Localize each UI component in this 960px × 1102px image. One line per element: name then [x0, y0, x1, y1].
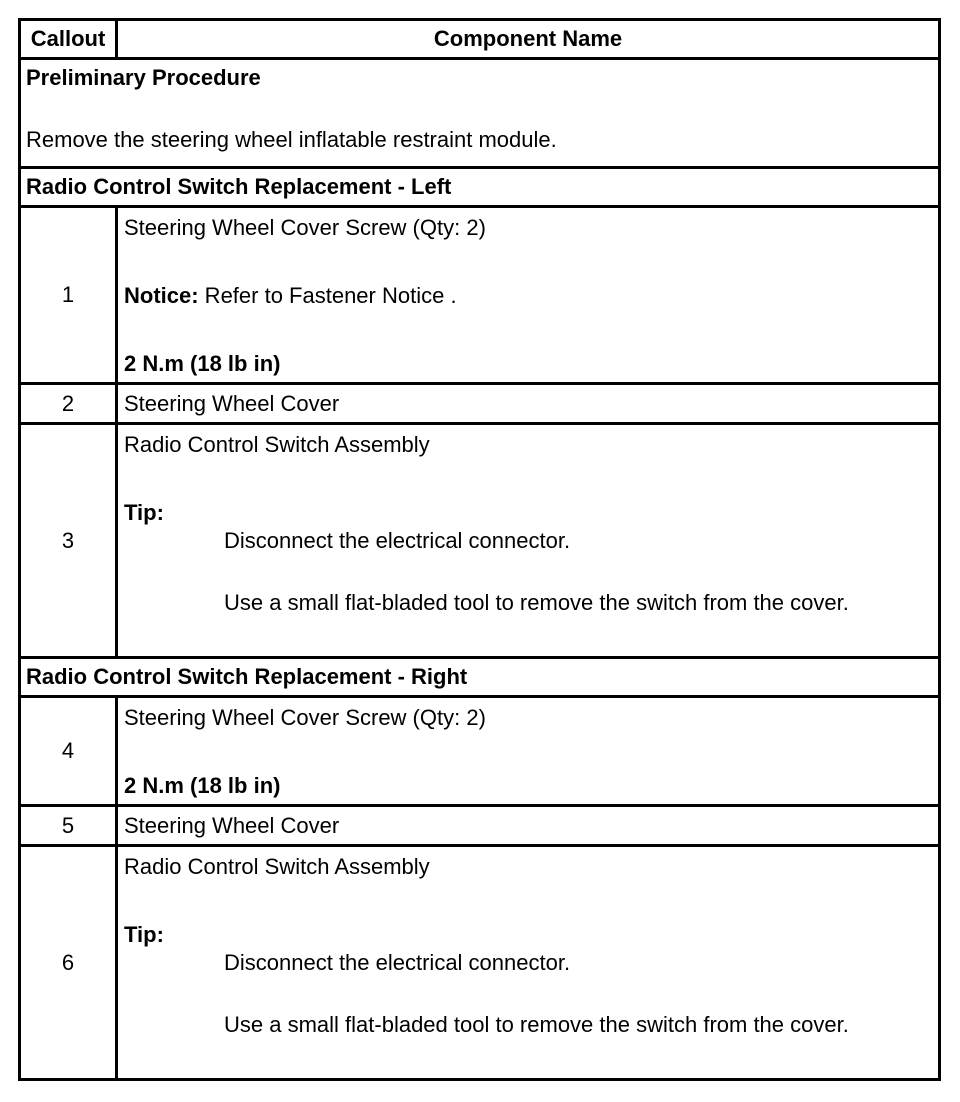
callout-6: 6: [20, 846, 117, 1080]
table-header-row: [20, 20, 940, 59]
callout-1: 1: [20, 207, 117, 384]
table-row: [20, 384, 940, 424]
notice-text: Refer to Fastener Notice .: [198, 283, 457, 308]
table-row: [20, 207, 940, 384]
table-row: [20, 846, 940, 1080]
notice-label: Notice:: [124, 283, 199, 308]
tip-3-1: Disconnect the electrical connector.: [224, 528, 571, 553]
component-name-5: Steering Wheel Cover: [117, 806, 940, 846]
header-component-name: Component Name: [117, 20, 940, 59]
table-row: [20, 806, 940, 846]
tip-6-2: Use a small flat-bladed tool to remove the switch from the cover.: [224, 1012, 849, 1037]
component-name-2: Steering Wheel Cover: [117, 384, 940, 424]
callout-4: 4: [20, 697, 117, 806]
component-name-4: Steering Wheel Cover Screw (Qty: 2): [124, 705, 486, 730]
preliminary-title: Preliminary Procedure: [26, 65, 261, 90]
tip-label-6: Tip:: [124, 922, 164, 947]
section-row-right: [20, 658, 940, 697]
callout-5: 5: [20, 806, 117, 846]
table-row: [20, 424, 940, 658]
tip-6-1: Disconnect the electrical connector.: [224, 950, 571, 975]
section-title-left: Radio Control Switch Replacement - Left: [20, 168, 940, 207]
component-name-1: Steering Wheel Cover Screw (Qty: 2): [124, 215, 486, 240]
component-name-3: Radio Control Switch Assembly: [124, 432, 430, 457]
table-row: [20, 697, 940, 806]
callout-2: 2: [20, 384, 117, 424]
torque-1: 2 N.m (18 lb in): [124, 351, 281, 376]
callout-3: 3: [20, 424, 117, 658]
tip-label-3: Tip:: [124, 500, 164, 525]
preliminary-text: Remove the steering wheel inflatable restraint module.: [26, 127, 557, 152]
torque-4: 2 N.m (18 lb in): [124, 773, 281, 798]
section-title-right: Radio Control Switch Replacement - Right: [20, 658, 940, 697]
tip-3-2: Use a small flat-bladed tool to remove the switch from the cover.: [224, 590, 849, 615]
section-row-left: [20, 168, 940, 207]
component-name-6: Radio Control Switch Assembly: [124, 854, 430, 879]
header-callout: Callout: [20, 20, 117, 59]
preliminary-row: [20, 59, 940, 168]
procedure-table: [18, 18, 941, 1081]
